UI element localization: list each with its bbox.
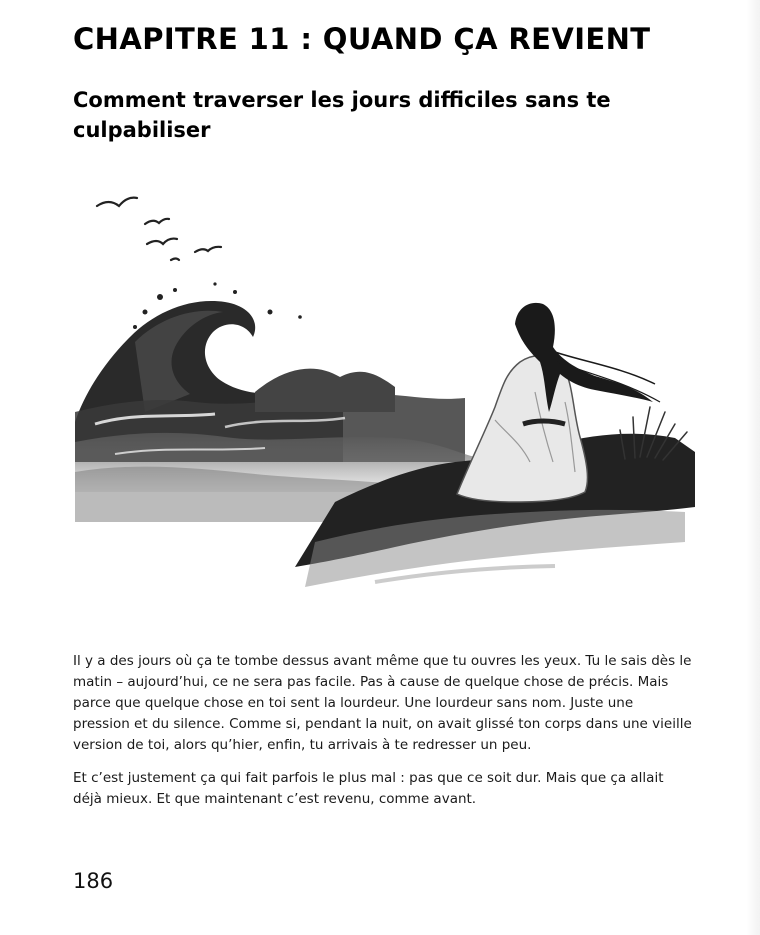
paragraph: Et c’est justement ça qui fait parfois le plus mal : pas que ce soit dur. Mais que ça allait déjà mieux. Et que maintenant c’est revenu, comme avant. — [73, 770, 664, 807]
paragraph: Il y a des jours où ça te tombe dessus avant même que tu ouvres les yeux. Tu le sais dès le matin – aujourd’hui, ce ne sera pas facile. Pas à cause de quelque chose de précis. Mais parce que quelque chose en toi sent la lourdeur. Une lourdeur sans nom. Juste une pression et du silence. Comme si, pendant la nuit, on avait glissé ton corps dans une vieille version de toi, alors qu’hier, enfin, tu arrivais à te redresser un peu. — [73, 653, 692, 753]
bird-1 — [97, 198, 137, 206]
birds — [97, 198, 221, 260]
chapter-title: CHAPITRE 11 : QUAND ÇA REVIENT — [73, 22, 651, 56]
bird-5 — [171, 259, 179, 261]
bird-4 — [195, 247, 221, 252]
chapter-illustration — [75, 162, 695, 600]
page-number: 186 — [73, 869, 114, 893]
chapter-subtitle: Comment traverser les jours difficiles sans te culpabiliser — [73, 88, 611, 142]
ink-wash-illustration — [75, 162, 695, 600]
page-edge-shadow — [746, 0, 760, 935]
bird-3 — [147, 239, 177, 244]
bird-2 — [145, 219, 169, 224]
chapter-body-text — [73, 651, 693, 822]
